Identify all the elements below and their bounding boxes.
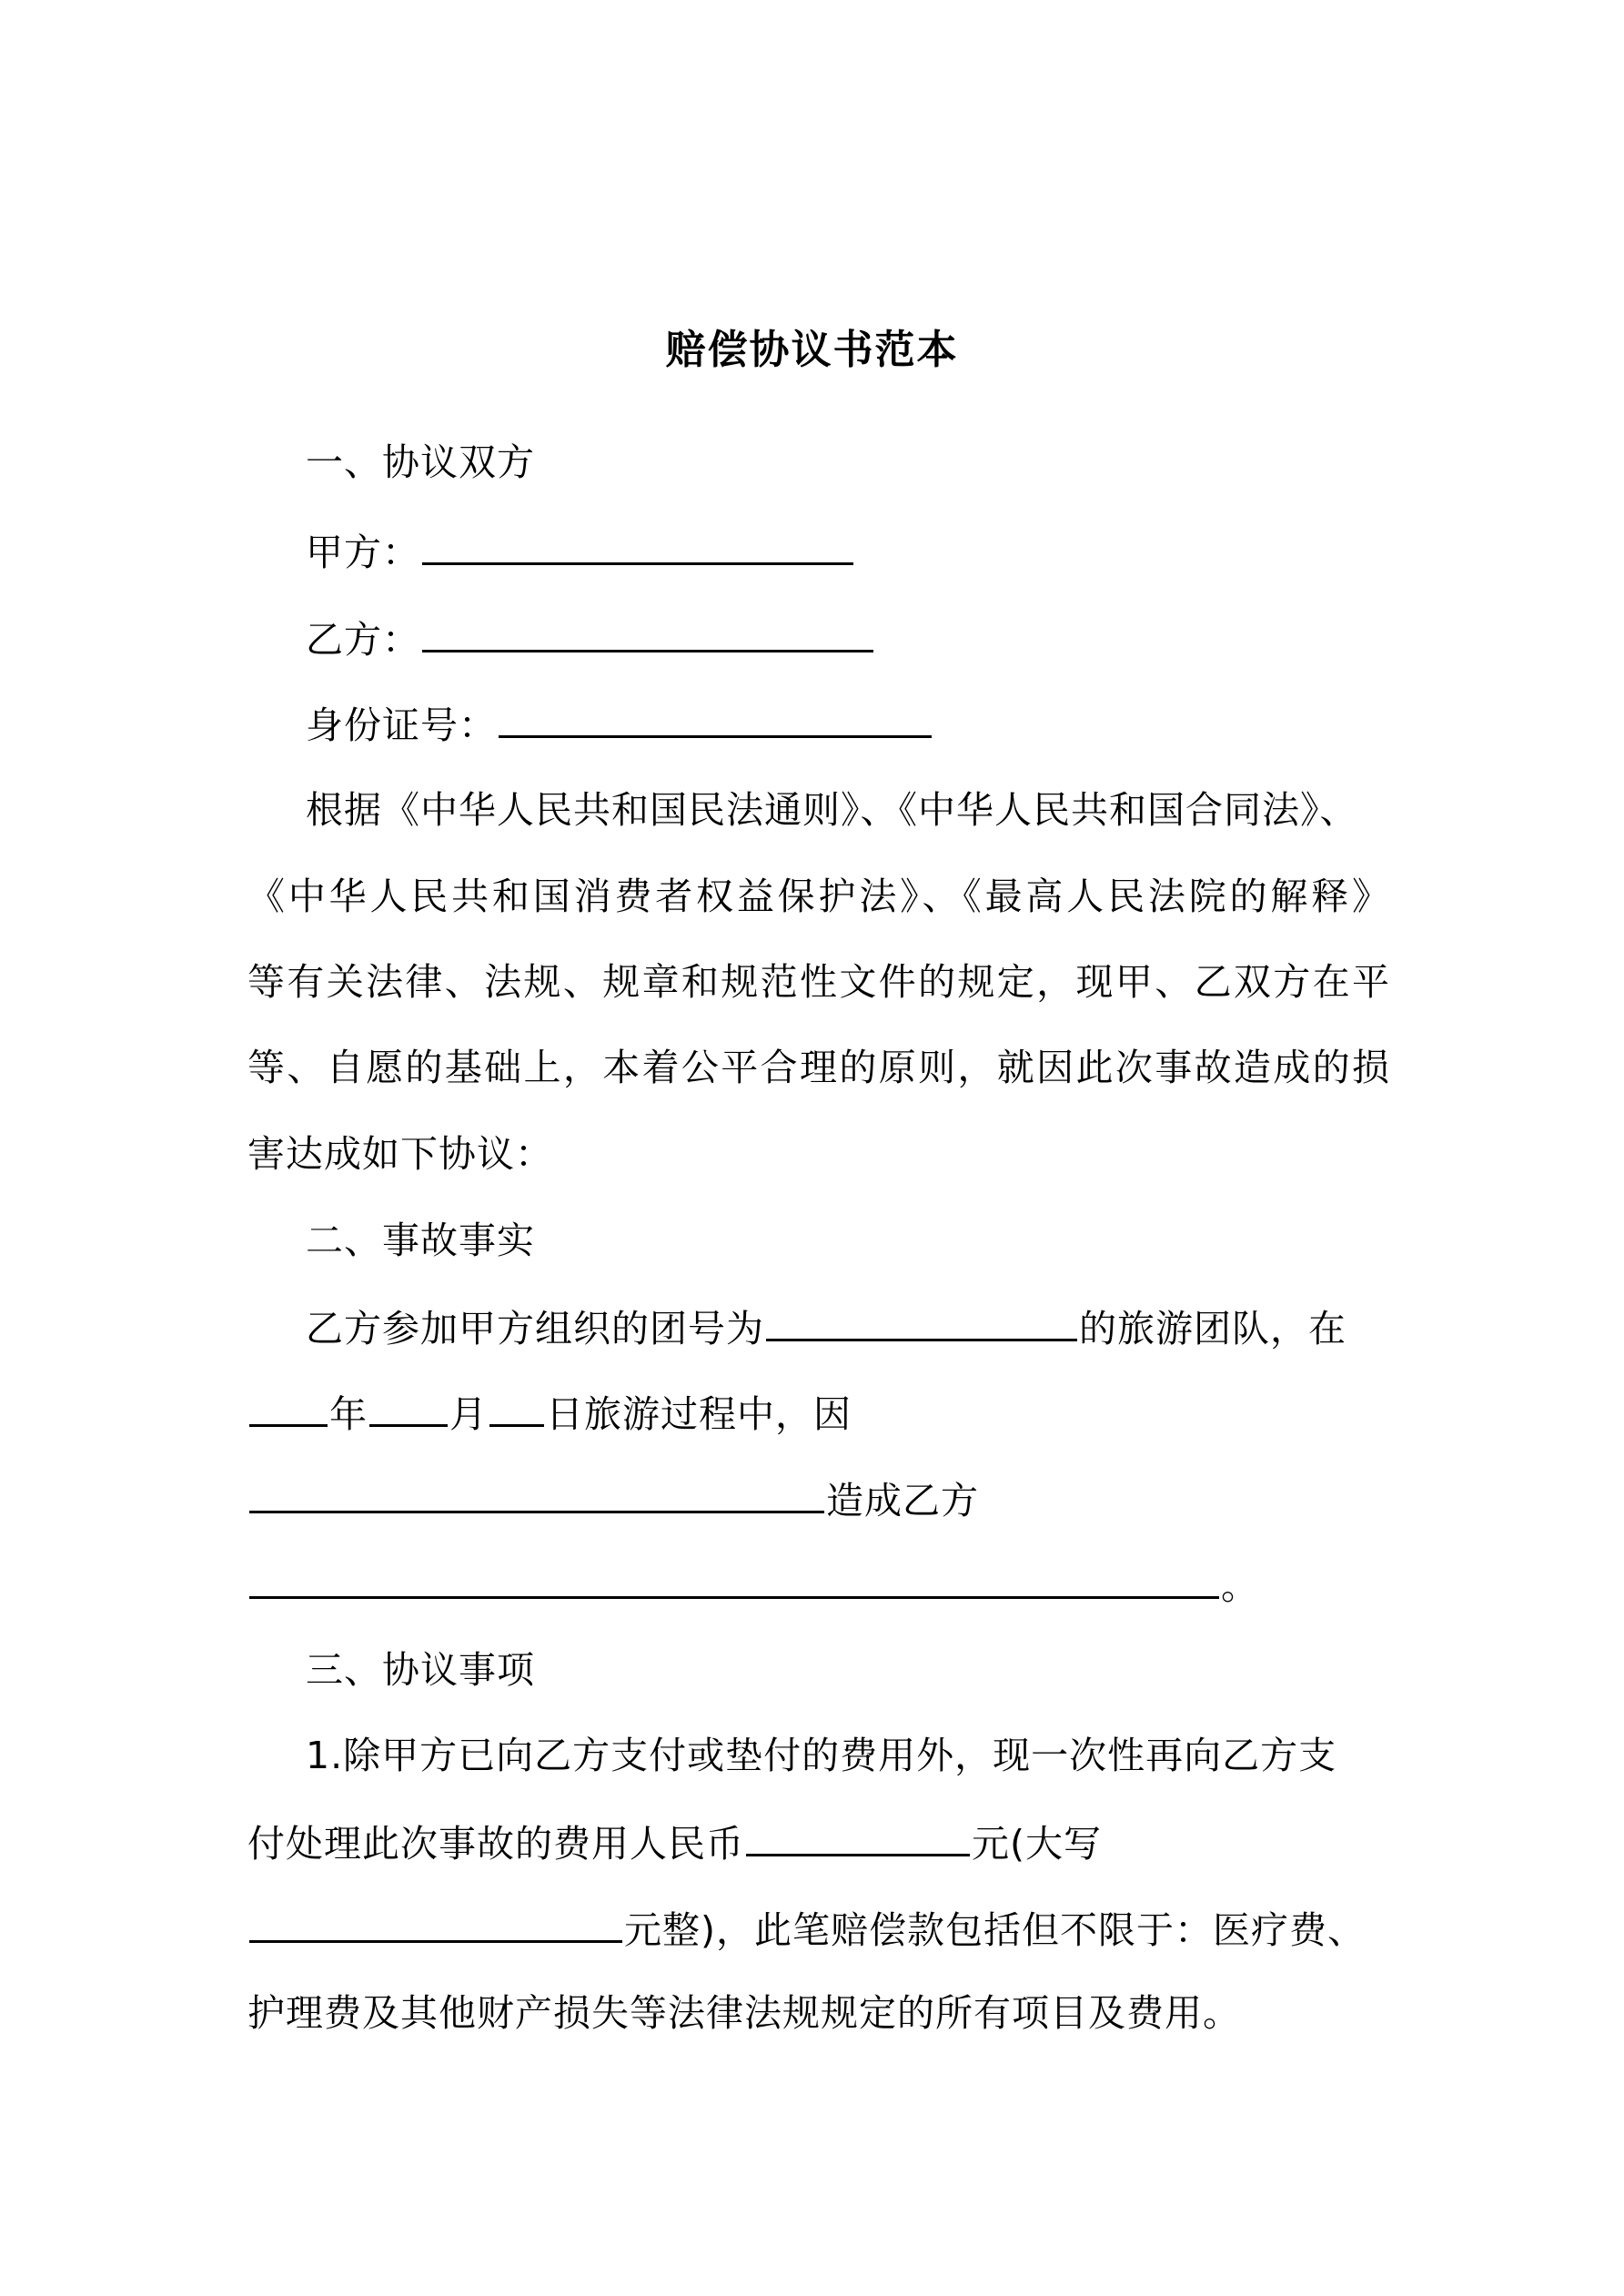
cause-blank <box>249 1471 824 1513</box>
item1-line-1: 1.除甲方已向乙方支付或垫付的费用外，现一次性再向乙方支 <box>306 1734 1337 1777</box>
date-line: 年 月 日旅游过程中，因 <box>247 1384 852 1441</box>
party-b-label: 乙方： <box>306 618 420 662</box>
tour-group-line: 乙方参加甲方组织的团号为 的旅游团队，在 <box>306 1299 1347 1356</box>
id-number-line <box>306 695 933 753</box>
preamble-line-4: 等、自愿的基础上，本着公平合理的原则，就因此次事故造成的损 <box>247 1046 1390 1089</box>
item1-line-4: 护理费及其他财产损失等法律法规规定的所有项目及费用。 <box>247 1991 1241 2035</box>
document-title: 赔偿协议书范本 <box>665 327 959 373</box>
amount-figures-blank <box>746 1814 970 1856</box>
id-number-blank <box>499 695 932 738</box>
item1-line-3: 元整)，此笔赔偿款包括但不限于：医疗费、 <box>247 1900 1366 1957</box>
amount-words-blank <box>249 1900 622 1943</box>
day-blank <box>489 1384 544 1427</box>
section3-heading: 三、协议事项 <box>306 1648 535 1692</box>
party-a-line <box>306 522 855 580</box>
preamble-line-2: 《中华人民共和国消费者权益保护法》、《最高人民法院的解释》 <box>247 875 1390 918</box>
result-blank <box>249 1556 1219 1599</box>
cause-line: 造成乙方 <box>247 1471 979 1528</box>
item1-line-2: 付处理此次事故的费用人民币 元(大写 <box>247 1814 1102 1871</box>
month-blank <box>369 1384 448 1427</box>
section1-heading: 一、协议双方 <box>306 440 535 484</box>
party-b-line <box>306 610 875 667</box>
preamble-line-1: 根据《中华人民共和国民法通则》、《中华人民共和国合同法》、 <box>306 788 1358 832</box>
party-a-label: 甲方： <box>306 531 420 574</box>
id-number-label: 身份证号： <box>306 703 497 747</box>
party-a-blank <box>422 522 853 565</box>
preamble-line-5: 害达成如下协议： <box>247 1132 553 1176</box>
result-line: 。 <box>247 1556 1259 1613</box>
preamble-line-3: 等有关法律、法规、规章和规范性文件的规定，现甲、乙双方在平 <box>247 960 1390 1004</box>
tour-group-number-blank <box>766 1299 1077 1341</box>
party-b-blank <box>422 610 873 652</box>
section2-heading: 二、事故事实 <box>306 1219 535 1262</box>
year-blank <box>249 1384 328 1427</box>
